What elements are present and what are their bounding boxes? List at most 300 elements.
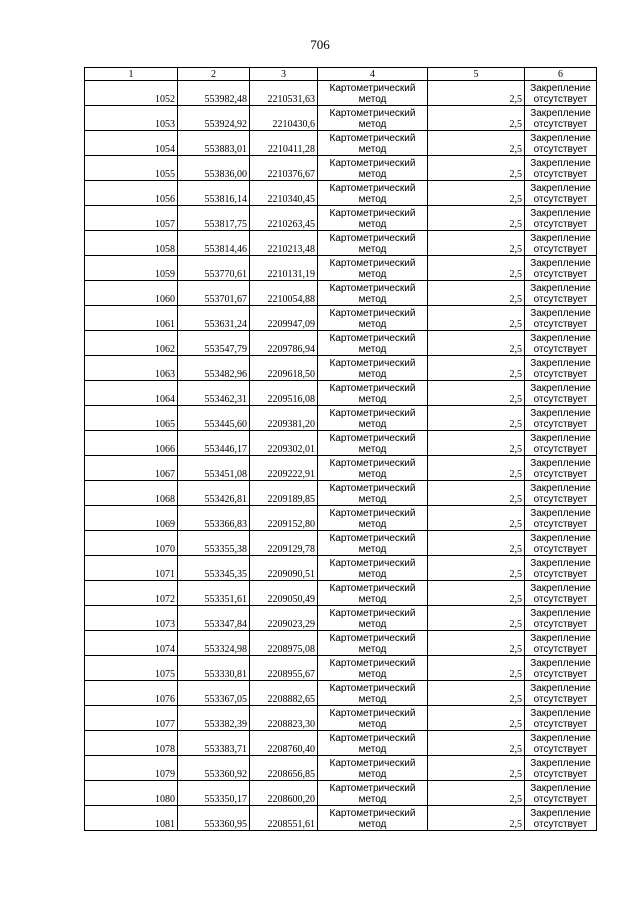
accuracy-cell: 2,5 [428,781,525,806]
method-cell [318,331,428,356]
fixing-cell-line-2: отсутствует [533,619,588,630]
fixing-cell-line-1: Закрепление [530,758,591,769]
coordinate-y-cell: 2210531,63 [250,81,318,106]
accuracy-cell: 2,5 [428,456,525,481]
fixing-cell [525,731,597,756]
method-cell-line-1: Картометрический [329,783,416,794]
fixing-cell-line-2: отсутствует [533,144,588,155]
method-cell-line-1: Картометрический [329,733,416,744]
coordinate-x-cell: 553982,48 [178,81,250,106]
table-row [85,231,597,256]
table-row [85,256,597,281]
fixing-cell-line-1: Закрепление [530,783,591,794]
table-row [85,131,597,156]
method-cell [318,806,428,831]
accuracy-cell: 2,5 [428,106,525,131]
fixing-cell-line-1: Закрепление [530,408,591,419]
method-cell-line-1: Картометрический [329,708,416,719]
method-cell [318,631,428,656]
fixing-cell [525,431,597,456]
method-cell-line-2: метод [358,444,387,455]
fixing-cell-line-1: Закрепление [530,633,591,644]
accuracy-cell: 2,5 [428,81,525,106]
accuracy-cell: 2,5 [428,256,525,281]
method-cell-line-1: Картометрический [329,583,416,594]
column-header: 2 [178,68,250,81]
coordinate-x-cell: 553446,17 [178,431,250,456]
method-cell [318,131,428,156]
fixing-cell-line-1: Закрепление [530,83,591,94]
method-cell [318,406,428,431]
point-number-cell: 1054 [85,131,178,156]
fixing-cell-line-2: отсутствует [533,419,588,430]
fixing-cell-line-1: Закрепление [530,683,591,694]
fixing-cell [525,681,597,706]
point-number-cell: 1059 [85,256,178,281]
coordinate-y-cell: 2209152,80 [250,506,318,531]
method-cell-line-1: Картометрический [329,333,416,344]
fixing-cell-line-1: Закрепление [530,233,591,244]
method-cell-line-2: метод [358,694,387,705]
table-row [85,531,597,556]
coordinate-x-cell: 553631,24 [178,306,250,331]
fixing-cell-line-2: отсутствует [533,694,588,705]
fixing-cell-line-2: отсутствует [533,669,588,680]
fixing-cell [525,506,597,531]
fixing-cell [525,781,597,806]
accuracy-cell: 2,5 [428,681,525,706]
fixing-cell-line-1: Закрепление [530,583,591,594]
coordinate-x-cell: 553367,05 [178,681,250,706]
accuracy-cell: 2,5 [428,631,525,656]
method-cell [318,206,428,231]
table-row [85,706,597,731]
coordinate-x-cell: 553351,61 [178,581,250,606]
fixing-cell-line-2: отсутствует [533,644,588,655]
point-number-cell: 1055 [85,156,178,181]
method-cell-line-2: метод [358,169,387,180]
table-row [85,806,597,831]
method-cell [318,531,428,556]
accuracy-cell: 2,5 [428,731,525,756]
fixing-cell-line-1: Закрепление [530,358,591,369]
method-cell-line-1: Картометрический [329,658,416,669]
fixing-cell [525,556,597,581]
table-body [85,81,597,831]
method-cell-line-1: Картометрический [329,433,416,444]
fixing-cell-line-2: отсутствует [533,194,588,205]
method-cell-line-1: Картометрический [329,458,416,469]
fixing-cell-line-2: отсутствует [533,469,588,480]
method-cell-line-2: метод [358,419,387,430]
table-row [85,756,597,781]
coordinate-y-cell: 2208955,67 [250,656,318,681]
coordinate-y-cell: 2208656,85 [250,756,318,781]
column-header: 4 [318,68,428,81]
method-cell [318,456,428,481]
method-cell-line-1: Картометрический [329,608,416,619]
method-cell-line-2: метод [358,94,387,105]
fixing-cell-line-1: Закрепление [530,508,591,519]
coordinate-y-cell: 2209381,20 [250,406,318,431]
method-cell [318,106,428,131]
method-cell [318,731,428,756]
fixing-cell-line-1: Закрепление [530,733,591,744]
fixing-cell [525,156,597,181]
method-cell [318,706,428,731]
point-number-cell: 1069 [85,506,178,531]
method-cell-line-1: Картометрический [329,308,416,319]
column-header: 1 [85,68,178,81]
fixing-cell-line-1: Закрепление [530,158,591,169]
table-row [85,631,597,656]
column-header: 5 [428,68,525,81]
method-cell-line-1: Картометрический [329,83,416,94]
fixing-cell-line-2: отсутствует [533,394,588,405]
fixing-cell [525,656,597,681]
method-cell-line-2: метод [358,244,387,255]
fixing-cell-line-1: Закрепление [530,658,591,669]
method-cell-line-1: Картометрический [329,408,416,419]
fixing-cell [525,531,597,556]
method-cell-line-1: Картометрический [329,183,416,194]
method-cell [318,431,428,456]
fixing-cell [525,381,597,406]
point-number-cell: 1080 [85,781,178,806]
accuracy-cell: 2,5 [428,431,525,456]
point-number-cell: 1062 [85,331,178,356]
method-cell [318,756,428,781]
fixing-cell [525,581,597,606]
fixing-cell-line-2: отсутствует [533,94,588,105]
method-cell [318,781,428,806]
fixing-cell-line-1: Закрепление [530,558,591,569]
point-number-cell: 1067 [85,456,178,481]
fixing-cell-line-2: отсутствует [533,569,588,580]
method-cell-line-2: метод [358,769,387,780]
table-row [85,606,597,631]
coordinate-x-cell: 553817,75 [178,206,250,231]
coordinate-x-cell: 553324,98 [178,631,250,656]
table-row [85,731,597,756]
point-number-cell: 1068 [85,481,178,506]
point-number-cell: 1057 [85,206,178,231]
method-cell-line-1: Картометрический [329,358,416,369]
method-cell-line-1: Картометрический [329,683,416,694]
coordinates-table [84,67,597,831]
fixing-cell [525,806,597,831]
column-header: 3 [250,68,318,81]
method-cell-line-1: Картометрический [329,483,416,494]
accuracy-cell: 2,5 [428,506,525,531]
coordinate-y-cell: 2209050,49 [250,581,318,606]
table-row [85,381,597,406]
accuracy-cell: 2,5 [428,381,525,406]
point-number-cell: 1053 [85,106,178,131]
method-cell-line-1: Картометрический [329,508,416,519]
coordinate-y-cell: 2209090,51 [250,556,318,581]
page-number: 706 [310,37,330,52]
method-cell-line-1: Картометрический [329,558,416,569]
accuracy-cell: 2,5 [428,806,525,831]
fixing-cell [525,181,597,206]
fixing-cell [525,331,597,356]
point-number-cell: 1073 [85,606,178,631]
coordinate-x-cell: 553426,81 [178,481,250,506]
accuracy-cell: 2,5 [428,706,525,731]
method-cell [318,156,428,181]
fixing-cell-line-2: отсутствует [533,319,588,330]
method-cell [318,381,428,406]
fixing-cell [525,706,597,731]
table-row [85,156,597,181]
table-row [85,556,597,581]
point-number-cell: 1070 [85,531,178,556]
fixing-cell-line-1: Закрепление [530,133,591,144]
coordinate-x-cell: 553383,71 [178,731,250,756]
accuracy-cell: 2,5 [428,281,525,306]
coordinate-x-cell: 553814,46 [178,231,250,256]
coordinate-x-cell: 553924,92 [178,106,250,131]
method-cell [318,181,428,206]
method-cell-line-2: метод [358,519,387,530]
fixing-cell-line-2: отсутствует [533,269,588,280]
method-cell-line-2: метод [358,269,387,280]
method-cell [318,281,428,306]
accuracy-cell: 2,5 [428,356,525,381]
table-row [85,331,597,356]
method-cell-line-1: Картометрический [329,133,416,144]
method-cell-line-2: метод [358,819,387,830]
fixing-cell-line-2: отсутствует [533,544,588,555]
coordinate-y-cell: 2209189,85 [250,481,318,506]
method-cell-line-2: метод [358,319,387,330]
coordinate-y-cell: 2210213,48 [250,231,318,256]
fixing-cell-line-2: отсутствует [533,369,588,380]
fixing-cell-line-2: отсутствует [533,219,588,230]
coordinate-x-cell: 553482,96 [178,356,250,381]
method-cell-line-2: метод [358,469,387,480]
table-row [85,406,597,431]
method-cell-line-1: Картометрический [329,533,416,544]
method-cell-line-1: Картометрический [329,158,416,169]
table-row [85,456,597,481]
coordinate-x-cell: 553355,38 [178,531,250,556]
accuracy-cell: 2,5 [428,756,525,781]
coordinate-x-cell: 553836,00 [178,156,250,181]
coordinate-y-cell: 2210131,19 [250,256,318,281]
point-number-cell: 1075 [85,656,178,681]
coordinate-x-cell: 553360,95 [178,806,250,831]
method-cell [318,306,428,331]
accuracy-cell: 2,5 [428,481,525,506]
coordinate-x-cell: 553770,61 [178,256,250,281]
method-cell-line-1: Картометрический [329,633,416,644]
table-header-row [85,68,597,81]
point-number-cell: 1074 [85,631,178,656]
accuracy-cell: 2,5 [428,406,525,431]
fixing-cell-line-1: Закрепление [530,333,591,344]
accuracy-cell: 2,5 [428,556,525,581]
fixing-cell-line-2: отсутствует [533,769,588,780]
coordinate-x-cell: 553366,83 [178,506,250,531]
coordinate-y-cell: 2210263,45 [250,206,318,231]
method-cell [318,356,428,381]
fixing-cell-line-2: отсутствует [533,244,588,255]
coordinate-y-cell: 2208975,08 [250,631,318,656]
method-cell-line-2: метод [358,719,387,730]
column-header: 6 [525,68,597,81]
point-number-cell: 1058 [85,231,178,256]
method-cell-line-2: метод [358,644,387,655]
fixing-cell [525,606,597,631]
accuracy-cell: 2,5 [428,656,525,681]
coordinate-x-cell: 553883,01 [178,131,250,156]
fixing-cell [525,131,597,156]
method-cell-line-2: метод [358,669,387,680]
coordinate-x-cell: 553547,79 [178,331,250,356]
coordinate-x-cell: 553445,60 [178,406,250,431]
coordinate-y-cell: 2209516,08 [250,381,318,406]
accuracy-cell: 2,5 [428,531,525,556]
fixing-cell-line-1: Закрепление [530,533,591,544]
fixing-cell-line-2: отсутствует [533,819,588,830]
coordinate-x-cell: 553462,31 [178,381,250,406]
coordinate-y-cell: 2208760,40 [250,731,318,756]
method-cell-line-2: метод [358,569,387,580]
method-cell [318,656,428,681]
accuracy-cell: 2,5 [428,606,525,631]
coordinate-x-cell: 553330,81 [178,656,250,681]
method-cell-line-2: метод [358,144,387,155]
method-cell-line-2: метод [358,394,387,405]
point-number-cell: 1052 [85,81,178,106]
coordinate-x-cell: 553350,17 [178,781,250,806]
coordinate-y-cell: 2210430,6 [250,106,318,131]
fixing-cell-line-1: Закрепление [530,308,591,319]
fixing-cell-line-2: отсутствует [533,494,588,505]
fixing-cell [525,81,597,106]
method-cell-line-2: метод [358,194,387,205]
point-number-cell: 1077 [85,706,178,731]
coordinate-y-cell: 2209618,50 [250,356,318,381]
point-number-cell: 1061 [85,306,178,331]
method-cell-line-1: Картометрический [329,808,416,819]
table-row [85,781,597,806]
fixing-cell-line-2: отсутствует [533,519,588,530]
coordinate-y-cell: 2210411,28 [250,131,318,156]
point-number-cell: 1071 [85,556,178,581]
accuracy-cell: 2,5 [428,181,525,206]
coordinate-y-cell: 2210340,45 [250,181,318,206]
table-row [85,681,597,706]
fixing-cell [525,106,597,131]
fixing-cell-line-2: отсутствует [533,344,588,355]
fixing-cell-line-2: отсутствует [533,744,588,755]
coordinate-x-cell: 553360,92 [178,756,250,781]
fixing-cell [525,206,597,231]
table-row [85,81,597,106]
point-number-cell: 1063 [85,356,178,381]
point-number-cell: 1060 [85,281,178,306]
method-cell-line-2: метод [358,794,387,805]
fixing-cell [525,231,597,256]
fixing-cell-line-1: Закрепление [530,283,591,294]
accuracy-cell: 2,5 [428,581,525,606]
fixing-cell-line-2: отсутствует [533,794,588,805]
fixing-cell [525,356,597,381]
method-cell [318,556,428,581]
method-cell-line-2: метод [358,219,387,230]
method-cell-line-2: метод [358,744,387,755]
method-cell [318,256,428,281]
point-number-cell: 1065 [85,406,178,431]
coordinate-x-cell: 553382,39 [178,706,250,731]
method-cell-line-2: метод [358,369,387,380]
fixing-cell [525,406,597,431]
coordinate-y-cell: 2210376,67 [250,156,318,181]
method-cell-line-1: Картометрический [329,208,416,219]
table-row [85,481,597,506]
method-cell [318,506,428,531]
table-row [85,431,597,456]
method-cell-line-1: Картометрический [329,233,416,244]
point-number-cell: 1076 [85,681,178,706]
fixing-cell-line-2: отсутствует [533,719,588,730]
method-cell-line-2: метод [358,344,387,355]
fixing-cell [525,306,597,331]
coordinate-x-cell: 553451,08 [178,456,250,481]
table-row [85,656,597,681]
method-cell-line-2: метод [358,619,387,630]
fixing-cell [525,256,597,281]
coordinate-y-cell: 2208823,30 [250,706,318,731]
fixing-cell-line-1: Закрепление [530,708,591,719]
coordinate-y-cell: 2210054,88 [250,281,318,306]
fixing-cell-line-1: Закрепление [530,808,591,819]
method-cell-line-2: метод [358,594,387,605]
fixing-cell-line-1: Закрепление [530,608,591,619]
table-row [85,306,597,331]
fixing-cell [525,756,597,781]
fixing-cell-line-1: Закрепление [530,383,591,394]
accuracy-cell: 2,5 [428,156,525,181]
coordinate-y-cell: 2208882,65 [250,681,318,706]
fixing-cell [525,631,597,656]
coordinate-y-cell: 2209129,78 [250,531,318,556]
fixing-cell-line-1: Закрепление [530,108,591,119]
fixing-cell [525,281,597,306]
table-row [85,506,597,531]
method-cell-line-1: Картометрический [329,283,416,294]
coordinate-y-cell: 2209947,09 [250,306,318,331]
accuracy-cell: 2,5 [428,331,525,356]
fixing-cell-line-1: Закрепление [530,208,591,219]
method-cell-line-2: метод [358,544,387,555]
coordinate-x-cell: 553701,67 [178,281,250,306]
fixing-cell [525,481,597,506]
coordinate-y-cell: 2209302,01 [250,431,318,456]
fixing-cell-line-2: отсутствует [533,444,588,455]
fixing-cell [525,456,597,481]
point-number-cell: 1056 [85,181,178,206]
coordinate-y-cell: 2209023,29 [250,606,318,631]
coordinate-y-cell: 2208551,61 [250,806,318,831]
method-cell [318,81,428,106]
fixing-cell-line-2: отсутствует [533,119,588,130]
fixing-cell-line-2: отсутствует [533,594,588,605]
table-row [85,106,597,131]
